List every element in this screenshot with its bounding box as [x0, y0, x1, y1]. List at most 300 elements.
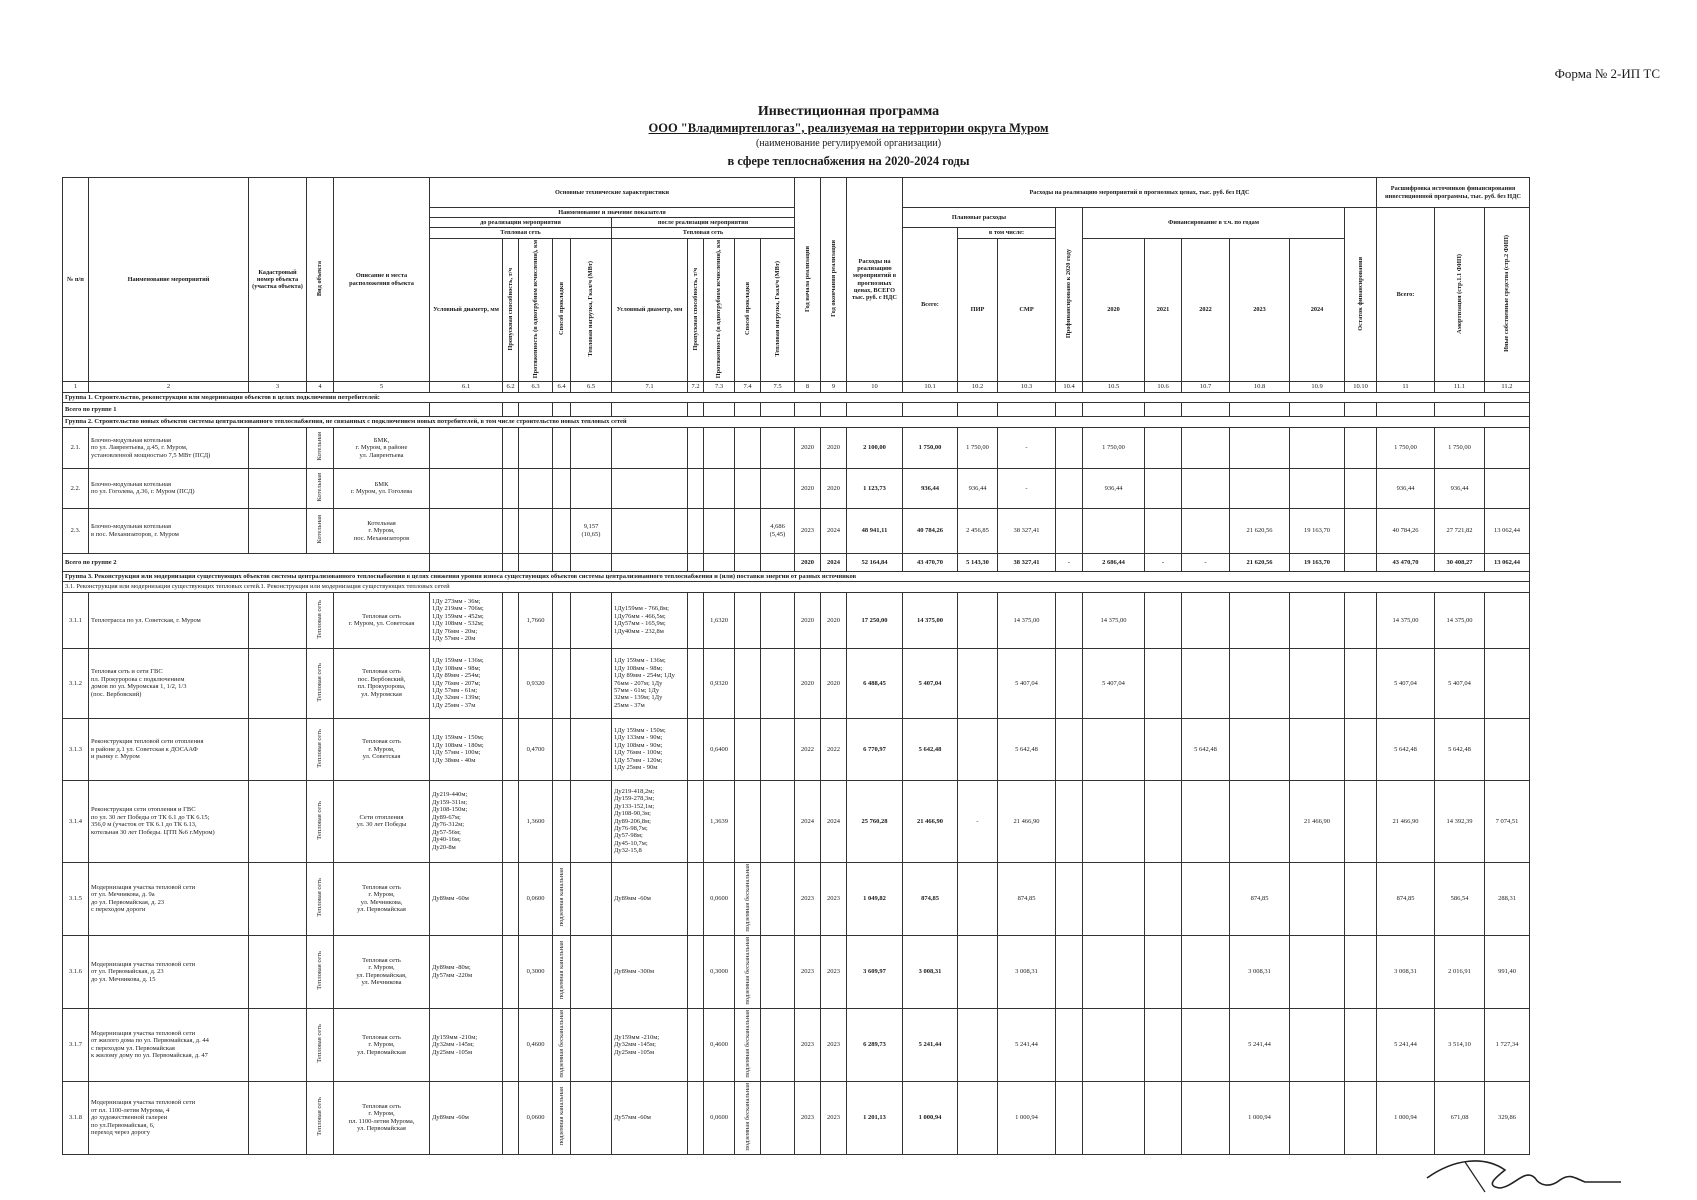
table-cell: 27 721,82	[1435, 508, 1485, 553]
table-row	[63, 1081, 1530, 1154]
table-cell	[1230, 648, 1290, 718]
table-cell: 5 642,48	[1377, 718, 1435, 780]
table-cell	[903, 403, 958, 417]
table-cell	[688, 427, 704, 468]
col-2023: 2023	[1230, 238, 1290, 382]
column-number: 6.4	[553, 382, 571, 392]
table-cell	[688, 780, 704, 862]
table-cell	[761, 1081, 795, 1154]
table-cell: 1 750,00	[958, 427, 998, 468]
col-2020: 2020	[1083, 238, 1145, 382]
object-type: Тепловая сеть	[307, 648, 334, 718]
table-cell: 3 008,31	[903, 935, 958, 1008]
table-cell: Ду159мм -210м; Ду32мм -145м; Ду25мм -105м	[612, 1008, 688, 1081]
table-cell: 2023	[821, 862, 847, 935]
table-cell: 0,0600	[704, 1081, 735, 1154]
table-cell: 0,0600	[519, 1081, 553, 1154]
table-cell: Тепловая сеть г. Муром, ул. Советская	[334, 592, 430, 648]
table-cell: 2023	[795, 935, 821, 1008]
table-cell: 1Ду 159мм - 136м; 1Ду 108мм - 98м; 1Ду 89мм - 254м; 1Ду 76мм - 207м; 1Ду 57мм - 61м; 1Ду 32мм - 139м; 1Ду 25мм - 37м	[612, 648, 688, 718]
table-cell	[688, 508, 704, 553]
table-row	[63, 780, 1530, 862]
table-cell	[1182, 862, 1230, 935]
table-cell	[1182, 780, 1230, 862]
table-cell	[612, 403, 688, 417]
table-cell	[704, 508, 735, 553]
table-cell	[704, 427, 735, 468]
table-cell	[1345, 935, 1377, 1008]
col-load-before: Тепловая нагрузка, Гкал/ч (МВт)	[571, 238, 612, 382]
table-cell: 2 100,00	[847, 427, 903, 468]
table-cell: -	[1182, 553, 1230, 571]
table-cell: 2020	[795, 648, 821, 718]
col-laying-after: Способ прокладки	[735, 238, 761, 382]
table-cell: 671,08	[1435, 1081, 1485, 1154]
table-cell	[571, 403, 612, 417]
table-cell	[519, 553, 553, 571]
table-cell: 936,44	[1435, 468, 1485, 508]
table-cell	[761, 592, 795, 648]
table-cell	[1056, 648, 1083, 718]
table-cell	[1145, 427, 1182, 468]
table-cell: 5 407,04	[998, 648, 1056, 718]
table-cell: 3.1.2	[63, 648, 89, 718]
table-cell: 38 327,41	[998, 508, 1056, 553]
table-cell: 936,44	[958, 468, 998, 508]
table-cell	[249, 935, 307, 1008]
table-cell	[958, 862, 998, 935]
table-cell: 0,0600	[704, 862, 735, 935]
table-cell: Тепловая сеть г. Муром, пл. 1100-летия Мурома, ул. Первомайская	[334, 1081, 430, 1154]
table-cell: 0,0600	[519, 862, 553, 935]
table-cell	[761, 780, 795, 862]
table-cell: Ду89мм -300м	[612, 935, 688, 1008]
table-cell: 21 466,90	[1377, 780, 1435, 862]
table-cell	[571, 592, 612, 648]
table-cell: 38 327,41	[998, 553, 1056, 571]
table-cell	[249, 468, 307, 508]
column-number: 10.4	[1056, 382, 1083, 392]
table-cell: 1 000,94	[1230, 1081, 1290, 1154]
table-cell: 21 466,90	[903, 780, 958, 862]
col-pir: ПИР	[958, 238, 998, 382]
table-row	[63, 935, 1530, 1008]
table-cell	[1056, 592, 1083, 648]
table-cell	[1345, 648, 1377, 718]
col-planned: Плановые расходы	[903, 208, 1056, 228]
table-cell	[553, 427, 571, 468]
table-cell	[1182, 648, 1230, 718]
table-cell: 2022	[821, 718, 847, 780]
table-cell: 1Ду 159мм - 150м; 1Ду 133мм - 90м; 1Ду 108мм - 90м; 1Ду 76мм - 100м; 1Ду 57мм - 120м; 1Ду 25мм - 90м	[612, 718, 688, 780]
table-cell	[1290, 468, 1345, 508]
table-cell: Теплотрасса по ул. Советская, г. Муром	[89, 592, 249, 648]
table-cell	[1145, 648, 1182, 718]
table-cell	[1056, 862, 1083, 935]
table-cell	[1056, 935, 1083, 1008]
table-cell: 586,54	[1435, 862, 1485, 935]
table-cell: 2020	[821, 592, 847, 648]
table-cell	[249, 1081, 307, 1154]
table-cell	[735, 508, 761, 553]
table-cell: 874,85	[998, 862, 1056, 935]
object-type: Котельная	[307, 427, 334, 468]
table-cell: 30 408,27	[1435, 553, 1485, 571]
column-number: 10.7	[1182, 382, 1230, 392]
table-cell: 3.1.6	[63, 935, 89, 1008]
group2-total-label: Всего по группе 2	[63, 553, 430, 571]
table-cell: 21 620,56	[1230, 508, 1290, 553]
table-cell	[553, 403, 571, 417]
laying-method: подземная канальная	[553, 862, 571, 935]
col-year-start: Год начала реализации	[795, 178, 821, 382]
group-total-row	[63, 403, 1530, 417]
table-cell	[1145, 1008, 1182, 1081]
table-cell	[1056, 718, 1083, 780]
table-cell	[503, 508, 519, 553]
table-cell: 2020	[821, 427, 847, 468]
table-cell: Тепловая сеть г. Муром, ул. Первомайская	[334, 1008, 430, 1081]
table-cell: 52 164,84	[847, 553, 903, 571]
table-cell	[761, 935, 795, 1008]
table-cell: 2020	[795, 553, 821, 571]
col-year-end: Год окончания реализации	[821, 178, 847, 382]
table-cell: -	[958, 780, 998, 862]
column-number: 7.4	[735, 382, 761, 392]
object-type: Тепловая сеть	[307, 1081, 334, 1154]
table-cell: 2024	[821, 553, 847, 571]
table-cell: 2020	[795, 592, 821, 648]
col-name: Наименование мероприятий	[89, 178, 249, 382]
table-cell	[1345, 553, 1377, 571]
table-cell	[761, 1008, 795, 1081]
table-cell	[704, 403, 735, 417]
table-row	[63, 862, 1530, 935]
table-cell	[1345, 468, 1377, 508]
table-cell	[1145, 592, 1182, 648]
table-cell: 4,686 (5,45)	[761, 508, 795, 553]
table-cell: 0,4600	[704, 1008, 735, 1081]
table-cell	[571, 1081, 612, 1154]
table-cell	[1182, 592, 1230, 648]
column-number: 10.1	[903, 382, 958, 392]
col-2021: 2021	[1145, 238, 1182, 382]
column-number: 9	[821, 382, 847, 392]
column-number: 6.2	[503, 382, 519, 392]
table-cell	[1083, 935, 1145, 1008]
column-number: 10.5	[1083, 382, 1145, 392]
table-cell: 14 375,00	[1377, 592, 1435, 648]
table-cell	[1083, 862, 1145, 935]
table-cell	[571, 780, 612, 862]
table-cell: 1 750,00	[1435, 427, 1485, 468]
table-cell	[735, 468, 761, 508]
column-number: 10	[847, 382, 903, 392]
table-cell: 2020	[821, 648, 847, 718]
col-cadastral: Кадастровый номер объекта (участка объекта)	[249, 178, 307, 382]
table-cell: 5 407,04	[1083, 648, 1145, 718]
col-throughput-after: Пропускная способность, т/ч	[688, 238, 704, 382]
table-cell	[1230, 427, 1290, 468]
table-cell	[735, 553, 761, 571]
table-cell: 43 470,70	[903, 553, 958, 571]
table-cell: Модернизация участка тепловой сети от ул. Первомайская, д. 23 до ул. Мечникова, д. 15	[89, 935, 249, 1008]
table-cell: Тепловая сеть г. Муром, ул. Советская	[334, 718, 430, 780]
table-cell: 1 000,94	[998, 1081, 1056, 1154]
table-cell: 0,3000	[704, 935, 735, 1008]
table-cell: 2.3.	[63, 508, 89, 553]
table-cell	[1485, 427, 1530, 468]
table-cell: 1 123,73	[847, 468, 903, 508]
col-remainder: Остаток финансирования	[1345, 208, 1377, 382]
table-cell	[1485, 403, 1530, 417]
table-row	[63, 1008, 1530, 1081]
table-cell	[503, 553, 519, 571]
col-after: после реализации мероприятия	[612, 218, 795, 228]
table-cell	[249, 648, 307, 718]
table-cell: 40 784,26	[1377, 508, 1435, 553]
table-cell: 1 000,94	[903, 1081, 958, 1154]
table-cell	[688, 592, 704, 648]
laying-method	[735, 780, 761, 862]
table-cell: 19 163,70	[1290, 553, 1345, 571]
table-cell	[503, 1081, 519, 1154]
table-cell: -	[998, 427, 1056, 468]
table-cell: Тепловая сеть и сети ГВС пл. Прокуророва с подключением домов по ул. Муромская 1, 1/2, 1/3 (пос. Вербовский)	[89, 648, 249, 718]
table-cell	[688, 468, 704, 508]
column-number: 11	[1377, 382, 1435, 392]
table-cell	[503, 592, 519, 648]
table-row	[63, 508, 1530, 553]
table-cell	[1056, 468, 1083, 508]
table-cell	[688, 553, 704, 571]
group3-title: Группа 3. Реконструкция или модернизация существующих объектов системы централизованного теплоснабжения в целях снижения уровня износа существующих объектов системы централизованного теплоснабжения и (или) поставки энергии от разных источников	[63, 571, 1530, 581]
table-cell: 17 250,00	[847, 592, 903, 648]
laying-method	[553, 592, 571, 648]
table-cell	[519, 468, 553, 508]
table-cell: 14 375,00	[903, 592, 958, 648]
table-cell	[1182, 508, 1230, 553]
column-number: 6.3	[519, 382, 553, 392]
table-cell: 1 750,00	[1083, 427, 1145, 468]
table-cell	[1056, 427, 1083, 468]
column-number: 7.3	[704, 382, 735, 392]
table-cell	[1230, 718, 1290, 780]
table-cell: 1 750,00	[1377, 427, 1435, 468]
col-length-after: Протяженность (в однотрубном исчислении), км	[704, 238, 735, 382]
laying-method: подземная бесканальная	[553, 1008, 571, 1081]
laying-method: подземная бесканальная	[735, 862, 761, 935]
table-cell: -	[1145, 553, 1182, 571]
table-cell	[1083, 718, 1145, 780]
col-2022: 2022	[1182, 238, 1230, 382]
group1-total-label: Всего по группе 1	[63, 403, 430, 417]
table-cell	[249, 592, 307, 648]
col-cost-total: Расходы на реализацию мероприятий в прогнозных ценах, ВСЕГО тыс. руб. с НДС	[847, 178, 903, 382]
table-cell: Ду219-418,2м; Ду159-278,3м; Ду133-152,1м; Ду108-90,3м; Ду89-206,8м; Ду76-98,7м; Ду57-98м; Ду45-10,7м; Ду32-15,8	[612, 780, 688, 862]
table-cell: Модернизация участка тепловой сети от ул. Мечникова, д. 9а до ул. Первомайская, д. 23 с переходом дороги	[89, 862, 249, 935]
table-cell	[1145, 780, 1182, 862]
table-cell: 2.2.	[63, 468, 89, 508]
table-cell: 13 062,44	[1485, 508, 1530, 553]
table-cell: 3.1.8	[63, 1081, 89, 1154]
column-number: 10.6	[1145, 382, 1182, 392]
table-cell: Реконструкция сети отопления и ГВС по ул. 30 лет Победы от ТК 6.1 до ТК 6.15; 356,0 м (участок от ТК 6.1 до ТК 6.13, котельная 30 лет Победы. ЦТП №6 г.Муром)	[89, 780, 249, 862]
table-cell: 0,4700	[519, 718, 553, 780]
table-cell	[1290, 862, 1345, 935]
table-cell: 14 375,00	[998, 592, 1056, 648]
table-cell: 288,31	[1485, 862, 1530, 935]
table-cell	[1290, 935, 1345, 1008]
table-cell	[761, 648, 795, 718]
col-before: до реализации мероприятия	[430, 218, 612, 228]
table-cell	[1290, 592, 1345, 648]
col-laying-before: Способ прокладки	[553, 238, 571, 382]
table-cell	[688, 403, 704, 417]
col-smr: СМР	[998, 238, 1056, 382]
table-cell	[1182, 468, 1230, 508]
table-cell	[503, 718, 519, 780]
column-number: 2	[89, 382, 249, 392]
table-cell	[958, 1081, 998, 1154]
table-cell	[612, 468, 688, 508]
table-cell	[688, 935, 704, 1008]
col-throughput-before: Пропускная способность, т/ч	[503, 238, 519, 382]
table-cell: Ду159мм -210м; Ду32мм -145м; Ду25мм -105м	[430, 1008, 503, 1081]
table-cell: 0,6400	[704, 718, 735, 780]
table-cell	[1230, 468, 1290, 508]
table-cell: 3 008,31	[998, 935, 1056, 1008]
table-cell	[735, 403, 761, 417]
table-cell	[1345, 1008, 1377, 1081]
table-cell: 6 289,73	[847, 1008, 903, 1081]
table-cell: 5 143,30	[958, 553, 998, 571]
col-including: в том числе:	[958, 228, 1056, 238]
document-title: Инвестиционная программа	[757, 104, 940, 119]
table-cell: 25 760,28	[847, 780, 903, 862]
table-cell	[761, 553, 795, 571]
table-cell: Блочно-модульная котельная по ул. Гоголева, д.36, г. Муром (ПСД)	[89, 468, 249, 508]
form-number: Форма № 2-ИП ТС	[1554, 66, 1660, 81]
col-num: № п/п	[63, 178, 89, 382]
table-cell: 2020	[795, 468, 821, 508]
table-cell: 1,7660	[519, 592, 553, 648]
table-cell	[249, 427, 307, 468]
table-cell	[1345, 718, 1377, 780]
table-cell: 6 770,97	[847, 718, 903, 780]
table-cell	[958, 1008, 998, 1081]
table-cell: Ду57мм -60м	[612, 1081, 688, 1154]
table-cell	[571, 427, 612, 468]
subgroup-title-row	[63, 582, 1530, 592]
table-cell: 5 407,04	[1377, 648, 1435, 718]
table-cell: 3 609,97	[847, 935, 903, 1008]
table-cell	[1056, 508, 1083, 553]
table-cell	[249, 718, 307, 780]
table-cell	[1345, 508, 1377, 553]
laying-method	[735, 592, 761, 648]
organization-name: ООО "Владимиртеплогаз", реализуемая на территории округа Муром	[648, 121, 1049, 135]
table-cell: 5 407,04	[1435, 648, 1485, 718]
table-cell	[735, 427, 761, 468]
table-cell	[249, 508, 307, 553]
table-cell	[704, 468, 735, 508]
table-cell	[688, 648, 704, 718]
group-title-row	[63, 571, 1530, 581]
table-cell: 0,4600	[519, 1008, 553, 1081]
table-cell	[958, 718, 998, 780]
table-cell: 0,9320	[704, 648, 735, 718]
table-cell	[1345, 427, 1377, 468]
table-cell	[761, 468, 795, 508]
col-description: Описание и места расположения объекта	[334, 178, 430, 382]
table-cell	[795, 403, 821, 417]
table-cell: Тепловая сеть г. Муром, ул. Мечникова, ул. Первомайская	[334, 862, 430, 935]
table-cell: 1 201,13	[847, 1081, 903, 1154]
column-number: 10.8	[1230, 382, 1290, 392]
column-number: 5	[334, 382, 430, 392]
table-cell: 936,44	[903, 468, 958, 508]
group-total-row	[63, 553, 1530, 571]
table-cell: 1 727,34	[1485, 1008, 1530, 1081]
table-row	[63, 718, 1530, 780]
table-cell	[571, 935, 612, 1008]
column-number: 11.2	[1485, 382, 1530, 392]
table-cell	[1485, 592, 1530, 648]
table-cell: Блочно-модульная котельная по ул. Лаврентьева, д.45, г. Муром, установленной мощностью 7,5 МВт (ПСД)	[89, 427, 249, 468]
table-cell: 3.1.4	[63, 780, 89, 862]
table-cell	[519, 508, 553, 553]
laying-method	[553, 780, 571, 862]
signature	[1425, 1148, 1625, 1198]
table-cell: 2.1.	[63, 427, 89, 468]
table-cell: 2023	[821, 1008, 847, 1081]
table-cell: -	[1056, 553, 1083, 571]
column-number: 1	[63, 382, 89, 392]
table-cell: БМК, г. Муром, в районе ул. Лаврентьева	[334, 427, 430, 468]
column-number: 10.9	[1290, 382, 1345, 392]
table-cell	[1485, 468, 1530, 508]
table-cell: 9,157 (10,65)	[571, 508, 612, 553]
table-cell	[1083, 1081, 1145, 1154]
column-number: 10.2	[958, 382, 998, 392]
col-sources-group: Расшифровка источников финансирования инвестиционной программы, тыс. руб. без НДС	[1377, 178, 1530, 208]
table-cell	[1182, 1081, 1230, 1154]
table-cell: 3.1.5	[63, 862, 89, 935]
table-cell	[1230, 403, 1290, 417]
table-cell: 6 488,45	[847, 648, 903, 718]
table-cell: 5 642,48	[998, 718, 1056, 780]
col-tech-group: Основные технические характеристики	[430, 178, 795, 208]
table-cell: 3 008,31	[1230, 935, 1290, 1008]
table-cell: 5 241,44	[903, 1008, 958, 1081]
table-cell: 21 620,56	[1230, 553, 1290, 571]
table-cell: 1,3600	[519, 780, 553, 862]
object-type: Котельная	[307, 468, 334, 508]
table-cell	[1056, 780, 1083, 862]
column-number: 11.1	[1435, 382, 1485, 392]
table-cell: 1,6320	[704, 592, 735, 648]
table-cell	[1083, 508, 1145, 553]
table-cell: Ду89мм -60м	[612, 862, 688, 935]
table-cell	[1230, 780, 1290, 862]
table-cell	[761, 862, 795, 935]
organization-note: (наименование регулируемой организации)	[755, 138, 942, 149]
table-cell	[430, 403, 503, 417]
table-cell: 2020	[795, 427, 821, 468]
table-cell	[553, 468, 571, 508]
table-cell: 40 784,26	[903, 508, 958, 553]
